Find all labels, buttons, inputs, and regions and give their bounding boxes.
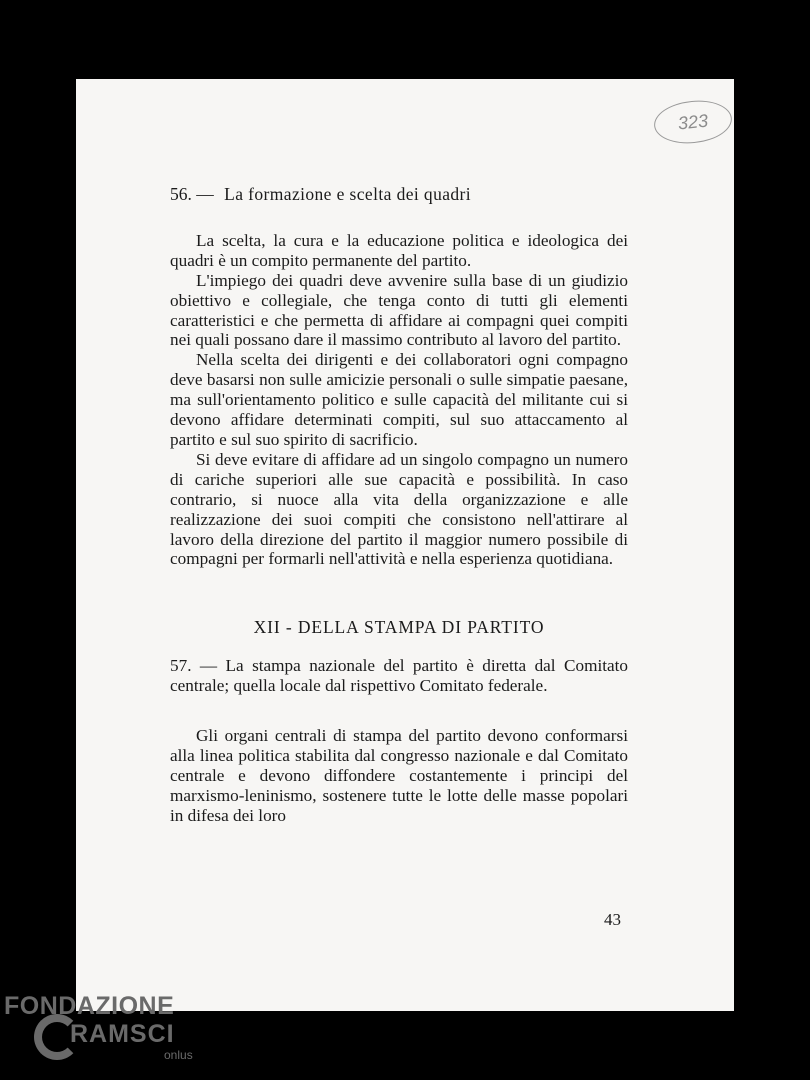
section-56-paragraph-3: Nella scelta dei dirigenti e dei collaboratori ogni compagno deve basarsi non sulle amicizie personali o sulle simpatie paesane, ma sull'orientamento politico e sulle capacità del militante cui si devono affidare determinati compiti, sul suo attaccamento al partito e sul suo spirito di sacrificio.	[170, 350, 628, 449]
section-56-heading	[170, 185, 628, 205]
archive-number-stamp: 323	[652, 97, 734, 147]
logo-line-3: onlus	[164, 1048, 193, 1062]
logo-line-2: RAMSCI	[70, 1020, 175, 1048]
section-57-paragraph-2: Gli organi centrali di stampa del partito devono conformarsi alla linea politica stabilita dal congresso nazionale e dal Comitato centrale e devono diffondere costantemente i principi del marxismo-leninismo, sostenere tutte le lotte delle masse popolari in difesa dei loro	[170, 726, 628, 825]
section-56-paragraph-2: L'impiego dei quadri deve avvenire sulla base di un giudizio obiettivo e collegiale, che tenga conto di tutti gli elementi caratteristici e che permetta di affidare ai compagni quei compiti nei quali possano dare il massimo contributo al lavoro del partito.	[170, 270, 628, 350]
paragraph-gap	[170, 696, 628, 726]
logo-line-1: FONDAZIONE	[4, 992, 175, 1020]
chapter-title: XII - DELLA STAMPA DI PARTITO	[253, 617, 545, 638]
page-text	[170, 185, 628, 826]
fondazione-gramsci-logo	[4, 992, 204, 1072]
section-56-paragraph-4: Si deve evitare di affidare ad un singolo compagno un numero di cariche superiori alle sue capacità e possibilità. In caso contrario, si nuoce alla vita della organizzazione e alle realizzazione dei suoi compiti che consistono nell'attirare al lavoro della direzione del partito il maggior numero possibile di compagni per formarli nell'attività e nella esperienza quotidiana.	[170, 449, 628, 569]
page-number: 43	[604, 910, 621, 929]
document-page	[76, 79, 734, 1011]
section-57-paragraph-1: 57. — La stampa nazionale del partito è diretta dal Comitato centrale; quella locale dal rispettivo Comitato federale.	[170, 656, 628, 696]
section-56-number: 56. —	[170, 184, 214, 204]
section-56-title: La formazione e scelta dei quadri	[224, 184, 472, 204]
section-56-paragraph-1: La scelta, la cura e la educazione politica e ideologica dei quadri è un compito permanente del partito.	[170, 230, 628, 270]
